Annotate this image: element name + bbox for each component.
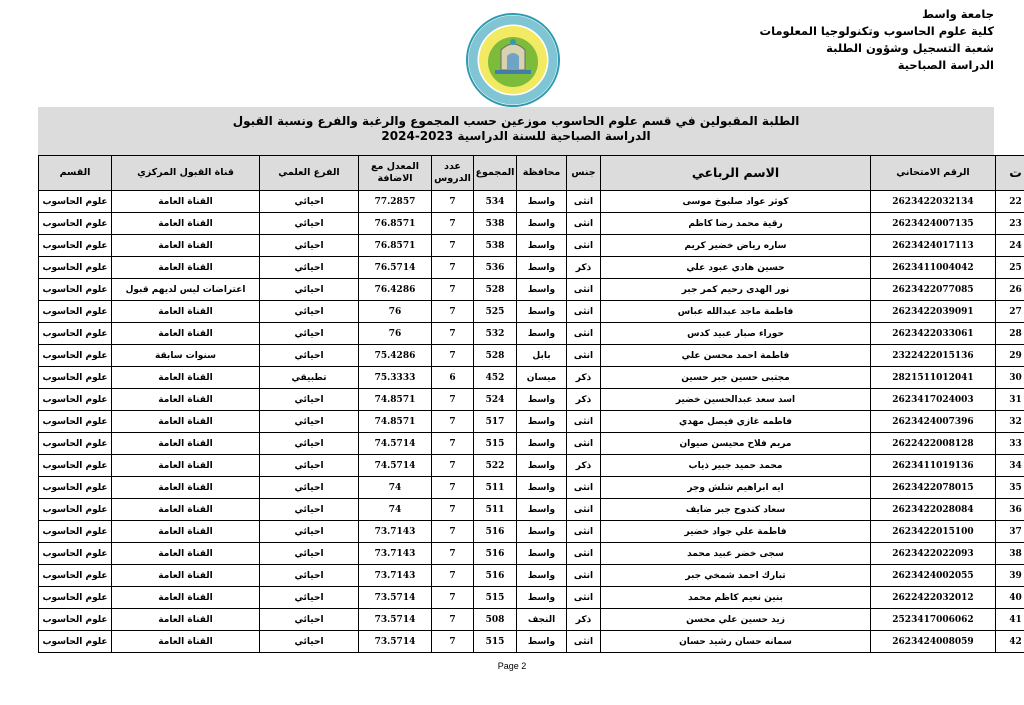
cell-full-name: سعاد كندوح جبر ضايف	[601, 499, 871, 521]
title-line-2: الدراسة الصباحية للسنة الدراسية 2023-2024	[381, 129, 651, 143]
cell-province: بابل	[517, 345, 567, 367]
cell-seq: 42	[996, 631, 1024, 653]
table-row	[39, 345, 1024, 367]
cell-seq: 37	[996, 521, 1024, 543]
cell-full-name: سجى خضر عبيد محمد	[601, 543, 871, 565]
cell-province: واسط	[517, 455, 567, 477]
cell-province: واسط	[517, 477, 567, 499]
cell-gender: انثى	[567, 301, 601, 323]
cell-full-name: سمانه حسان رشيد حسان	[601, 631, 871, 653]
cell-branch: احيائي	[260, 587, 359, 609]
cell-province: واسط	[517, 499, 567, 521]
col-seq: ت	[996, 156, 1024, 191]
cell-seq: 38	[996, 543, 1024, 565]
cell-exam-number: 2623422078015	[871, 477, 996, 499]
table-row	[39, 631, 1024, 653]
cell-department: علوم الحاسوب	[39, 279, 112, 301]
cell-total: 516	[474, 521, 517, 543]
cell-branch: احيائي	[260, 213, 359, 235]
cell-branch: احيائي	[260, 543, 359, 565]
table-row	[39, 455, 1024, 477]
cell-province: واسط	[517, 389, 567, 411]
cell-total: 515	[474, 631, 517, 653]
cell-exam-number: 2623422077085	[871, 279, 996, 301]
cell-lessons: 7	[432, 235, 474, 257]
cell-province: واسط	[517, 235, 567, 257]
cell-total: 452	[474, 367, 517, 389]
table-row	[39, 477, 1024, 499]
cell-full-name: مريم فلاح محيسن صيوان	[601, 433, 871, 455]
cell-seq: 33	[996, 433, 1024, 455]
cell-channel: القناة العامة	[112, 631, 260, 653]
cell-department: علوم الحاسوب	[39, 587, 112, 609]
cell-channel: القناة العامة	[112, 499, 260, 521]
cell-full-name: ايه ابراهيم شلش وجر	[601, 477, 871, 499]
cell-department: علوم الحاسوب	[39, 477, 112, 499]
cell-exam-number: 2623424002055	[871, 565, 996, 587]
cell-lessons: 7	[432, 499, 474, 521]
cell-lessons: 7	[432, 521, 474, 543]
cell-province: واسط	[517, 587, 567, 609]
cell-branch: احيائي	[260, 389, 359, 411]
cell-gender: انثى	[567, 213, 601, 235]
col-average: المعدل مع الاضافة	[359, 156, 432, 191]
cell-seq: 23	[996, 213, 1024, 235]
cell-seq: 32	[996, 411, 1024, 433]
cell-full-name: محمد حميد جبير ذياب	[601, 455, 871, 477]
cell-exam-number: 2623422039091	[871, 301, 996, 323]
cell-seq: 29	[996, 345, 1024, 367]
cell-gender: انثى	[567, 631, 601, 653]
cell-branch: احيائي	[260, 279, 359, 301]
cell-province: واسط	[517, 257, 567, 279]
cell-seq: 28	[996, 323, 1024, 345]
cell-branch: احيائي	[260, 631, 359, 653]
cell-exam-number: 2623424007396	[871, 411, 996, 433]
cell-full-name: فاطمة ماجد عبدالله عباس	[601, 301, 871, 323]
cell-average: 76.4286	[359, 279, 432, 301]
cell-lessons: 7	[432, 411, 474, 433]
cell-province: واسط	[517, 433, 567, 455]
cell-seq: 31	[996, 389, 1024, 411]
cell-full-name: بنين نعيم كاظم محمد	[601, 587, 871, 609]
cell-gender: ذكر	[567, 609, 601, 631]
cell-average: 73.7143	[359, 543, 432, 565]
cell-average: 74.5714	[359, 433, 432, 455]
cell-average: 77.2857	[359, 191, 432, 213]
cell-gender: ذكر	[567, 367, 601, 389]
cell-total: 532	[474, 323, 517, 345]
title-line-1: الطلبة المقبولين في قسم علوم الحاسوب موزعين حسب المجموع والرغبة والفرع ونسبة القبول	[232, 114, 800, 128]
cell-department: علوم الحاسوب	[39, 565, 112, 587]
college-name: كلية علوم الحاسوب وتكنولوجيا المعلومات	[759, 24, 994, 38]
col-province: محافظة	[517, 156, 567, 191]
table-row	[39, 323, 1024, 345]
cell-channel: القناة العامة	[112, 455, 260, 477]
cell-average: 74.8571	[359, 411, 432, 433]
cell-exam-number: 2623422028084	[871, 499, 996, 521]
cell-lessons: 7	[432, 345, 474, 367]
cell-full-name: تبارك احمد شمخي جبر	[601, 565, 871, 587]
cell-channel: القناة العامة	[112, 411, 260, 433]
cell-seq: 26	[996, 279, 1024, 301]
division-name: شعبة التسجيل وشؤون الطلبة	[826, 41, 994, 55]
cell-exam-number: 2322422015136	[871, 345, 996, 367]
cell-gender: انثى	[567, 411, 601, 433]
cell-lessons: 7	[432, 565, 474, 587]
cell-gender: انثى	[567, 235, 601, 257]
cell-total: 522	[474, 455, 517, 477]
cell-total: 525	[474, 301, 517, 323]
cell-total: 508	[474, 609, 517, 631]
cell-lessons: 7	[432, 477, 474, 499]
cell-full-name: حسين هادي عبود علي	[601, 257, 871, 279]
cell-gender: انثى	[567, 191, 601, 213]
cell-branch: احيائي	[260, 235, 359, 257]
cell-channel: القناة العامة	[112, 543, 260, 565]
cell-department: علوم الحاسوب	[39, 323, 112, 345]
cell-total: 528	[474, 279, 517, 301]
cell-lessons: 7	[432, 213, 474, 235]
table-row	[39, 565, 1024, 587]
cell-full-name: زيد حسين علي محسن	[601, 609, 871, 631]
cell-average: 76	[359, 323, 432, 345]
cell-lessons: 7	[432, 323, 474, 345]
cell-average: 75.4286	[359, 345, 432, 367]
cell-branch: احيائي	[260, 521, 359, 543]
cell-province: واسط	[517, 411, 567, 433]
cell-total: 538	[474, 213, 517, 235]
cell-department: علوم الحاسوب	[39, 345, 112, 367]
col-channel: قناة القبول المركزي	[112, 156, 260, 191]
cell-department: علوم الحاسوب	[39, 235, 112, 257]
cell-department: علوم الحاسوب	[39, 433, 112, 455]
table-row	[39, 257, 1024, 279]
cell-gender: انثى	[567, 323, 601, 345]
cell-full-name: نور الهدى رحيم كمر جبر	[601, 279, 871, 301]
cell-province: واسط	[517, 191, 567, 213]
cell-channel: القناة العامة	[112, 521, 260, 543]
cell-gender: انثى	[567, 587, 601, 609]
cell-gender: ذكر	[567, 257, 601, 279]
cell-gender: انثى	[567, 499, 601, 521]
cell-lessons: 7	[432, 587, 474, 609]
cell-department: علوم الحاسوب	[39, 389, 112, 411]
university-name: جامعة واسط	[922, 7, 994, 21]
cell-exam-number: 2623411004042	[871, 257, 996, 279]
table-row	[39, 609, 1024, 631]
cell-gender: ذكر	[567, 389, 601, 411]
table-row	[39, 587, 1024, 609]
table-row	[39, 411, 1024, 433]
cell-channel: القناة العامة	[112, 587, 260, 609]
cell-department: علوم الحاسوب	[39, 411, 112, 433]
cell-channel: القناة العامة	[112, 433, 260, 455]
cell-average: 73.5714	[359, 609, 432, 631]
cell-department: علوم الحاسوب	[39, 499, 112, 521]
table-row	[39, 543, 1024, 565]
cell-gender: ذكر	[567, 455, 601, 477]
cell-branch: احيائي	[260, 477, 359, 499]
cell-department: علوم الحاسوب	[39, 609, 112, 631]
title-box	[38, 107, 994, 155]
cell-full-name: فاطمة علي جواد خضير	[601, 521, 871, 543]
page-number: Page 2	[497, 661, 527, 671]
cell-gender: انثى	[567, 345, 601, 367]
table-row	[39, 499, 1024, 521]
cell-full-name: ساره رياض خضير كريم	[601, 235, 871, 257]
table-row	[39, 301, 1024, 323]
cell-department: علوم الحاسوب	[39, 213, 112, 235]
cell-gender: انثى	[567, 477, 601, 499]
col-exam-number: الرقم الامتحاني	[871, 156, 996, 191]
cell-department: علوم الحاسوب	[39, 521, 112, 543]
cell-full-name: فاطمه غازي فيصل مهدي	[601, 411, 871, 433]
cell-total: 511	[474, 477, 517, 499]
cell-total: 517	[474, 411, 517, 433]
cell-channel: القناة العامة	[112, 389, 260, 411]
cell-branch: احيائي	[260, 301, 359, 323]
table-row	[39, 521, 1024, 543]
cell-full-name: حوراء صبار عبيد كدس	[601, 323, 871, 345]
cell-average: 76.8571	[359, 235, 432, 257]
cell-total: 538	[474, 235, 517, 257]
cell-lessons: 7	[432, 301, 474, 323]
cell-exam-number: 2623422015100	[871, 521, 996, 543]
cell-channel: القناة العامة	[112, 235, 260, 257]
cell-average: 76.8571	[359, 213, 432, 235]
cell-branch: احيائي	[260, 257, 359, 279]
cell-channel: القناة العامة	[112, 213, 260, 235]
cell-branch: احيائي	[260, 191, 359, 213]
table-row	[39, 367, 1024, 389]
cell-exam-number: 2622422008128	[871, 433, 996, 455]
cell-gender: انثى	[567, 521, 601, 543]
cell-province: واسط	[517, 279, 567, 301]
students-table	[38, 155, 1024, 653]
cell-branch: احيائي	[260, 345, 359, 367]
cell-channel: القناة العامة	[112, 477, 260, 499]
table-row	[39, 235, 1024, 257]
cell-seq: 36	[996, 499, 1024, 521]
cell-gender: انثى	[567, 543, 601, 565]
cell-average: 74.5714	[359, 455, 432, 477]
cell-average: 74.8571	[359, 389, 432, 411]
cell-lessons: 7	[432, 609, 474, 631]
cell-average: 76.5714	[359, 257, 432, 279]
cell-lessons: 7	[432, 455, 474, 477]
cell-channel: القناة العامة	[112, 191, 260, 213]
cell-gender: انثى	[567, 279, 601, 301]
cell-exam-number: 2623424008059	[871, 631, 996, 653]
cell-seq: 30	[996, 367, 1024, 389]
cell-department: علوم الحاسوب	[39, 631, 112, 653]
cell-seq: 22	[996, 191, 1024, 213]
col-total: المجموع	[474, 156, 517, 191]
cell-province: واسط	[517, 521, 567, 543]
cell-average: 73.5714	[359, 587, 432, 609]
cell-lessons: 7	[432, 631, 474, 653]
cell-branch: احيائي	[260, 323, 359, 345]
cell-province: واسط	[517, 301, 567, 323]
cell-lessons: 7	[432, 433, 474, 455]
cell-total: 528	[474, 345, 517, 367]
table-row	[39, 389, 1024, 411]
cell-seq: 41	[996, 609, 1024, 631]
cell-seq: 34	[996, 455, 1024, 477]
university-header	[734, 6, 994, 74]
cell-average: 73.7143	[359, 565, 432, 587]
cell-total: 534	[474, 191, 517, 213]
cell-total: 515	[474, 433, 517, 455]
cell-full-name: كوثر عواد صلبوخ موسى	[601, 191, 871, 213]
cell-department: علوم الحاسوب	[39, 367, 112, 389]
cell-seq: 24	[996, 235, 1024, 257]
cell-exam-number: 2623424017113	[871, 235, 996, 257]
table-row	[39, 191, 1024, 213]
cell-average: 73.7143	[359, 521, 432, 543]
cell-branch: احيائي	[260, 433, 359, 455]
cell-province: ميسان	[517, 367, 567, 389]
cell-channel: القناة العامة	[112, 301, 260, 323]
cell-branch: احيائي	[260, 565, 359, 587]
cell-channel: القناة العامة	[112, 257, 260, 279]
cell-province: واسط	[517, 631, 567, 653]
cell-exam-number: 2623422033061	[871, 323, 996, 345]
table-header-row	[39, 156, 1024, 191]
cell-average: 73.5714	[359, 631, 432, 653]
col-branch: الفرع العلمي	[260, 156, 359, 191]
cell-exam-number: 2821511012041	[871, 367, 996, 389]
cell-department: علوم الحاسوب	[39, 257, 112, 279]
col-full-name: الاسم الرباعي	[601, 156, 871, 191]
cell-province: واسط	[517, 213, 567, 235]
cell-lessons: 7	[432, 543, 474, 565]
cell-average: 76	[359, 301, 432, 323]
cell-seq: 39	[996, 565, 1024, 587]
cell-gender: انثى	[567, 565, 601, 587]
cell-lessons: 6	[432, 367, 474, 389]
cell-full-name: مجتبى حسين جبر حسين	[601, 367, 871, 389]
cell-branch: احيائي	[260, 455, 359, 477]
study-type: الدراسة الصباحية	[897, 58, 994, 72]
cell-branch: تطبيقي	[260, 367, 359, 389]
cell-seq: 25	[996, 257, 1024, 279]
cell-full-name: فاطمة احمد محسن علي	[601, 345, 871, 367]
col-department: القسم	[39, 156, 112, 191]
cell-department: علوم الحاسوب	[39, 301, 112, 323]
col-lessons: عدد الدروس	[432, 156, 474, 191]
cell-full-name: رقية محمد رضا كاظم	[601, 213, 871, 235]
cell-department: علوم الحاسوب	[39, 543, 112, 565]
cell-exam-number: 2523417006062	[871, 609, 996, 631]
table-row	[39, 213, 1024, 235]
cell-department: علوم الحاسوب	[39, 455, 112, 477]
cell-province: واسط	[517, 543, 567, 565]
cell-lessons: 7	[432, 389, 474, 411]
cell-lessons: 7	[432, 191, 474, 213]
cell-total: 516	[474, 565, 517, 587]
cell-seq: 35	[996, 477, 1024, 499]
cell-exam-number: 2623422032134	[871, 191, 996, 213]
table-row	[39, 279, 1024, 301]
cell-full-name: اسد سعد عبدالحسين خضير	[601, 389, 871, 411]
cell-channel: اعتراضات ليس لديهم قبول	[112, 279, 260, 301]
cell-channel: القناة العامة	[112, 609, 260, 631]
cell-total: 536	[474, 257, 517, 279]
cell-exam-number: 2622422032012	[871, 587, 996, 609]
cell-channel: القناة العامة	[112, 323, 260, 345]
cell-exam-number: 2623424007135	[871, 213, 996, 235]
table-row	[39, 433, 1024, 455]
cell-province: واسط	[517, 565, 567, 587]
col-gender: جنس	[567, 156, 601, 191]
cell-province: النجف	[517, 609, 567, 631]
cell-exam-number: 2623417024003	[871, 389, 996, 411]
cell-channel: سنوات سابقة	[112, 345, 260, 367]
college-logo	[465, 12, 561, 108]
cell-exam-number: 2623411019136	[871, 455, 996, 477]
cell-average: 74	[359, 477, 432, 499]
cell-channel: القناة العامة	[112, 367, 260, 389]
cell-total: 524	[474, 389, 517, 411]
cell-lessons: 7	[432, 279, 474, 301]
cell-average: 75.3333	[359, 367, 432, 389]
cell-branch: احيائي	[260, 609, 359, 631]
cell-average: 74	[359, 499, 432, 521]
cell-lessons: 7	[432, 257, 474, 279]
cell-province: واسط	[517, 323, 567, 345]
cell-seq: 40	[996, 587, 1024, 609]
cell-exam-number: 2623422022093	[871, 543, 996, 565]
cell-branch: احيائي	[260, 499, 359, 521]
cell-total: 516	[474, 543, 517, 565]
cell-channel: القناة العامة	[112, 565, 260, 587]
cell-gender: انثى	[567, 433, 601, 455]
cell-branch: احيائي	[260, 411, 359, 433]
cell-seq: 27	[996, 301, 1024, 323]
cell-total: 511	[474, 499, 517, 521]
cell-department: علوم الحاسوب	[39, 191, 112, 213]
cell-total: 515	[474, 587, 517, 609]
